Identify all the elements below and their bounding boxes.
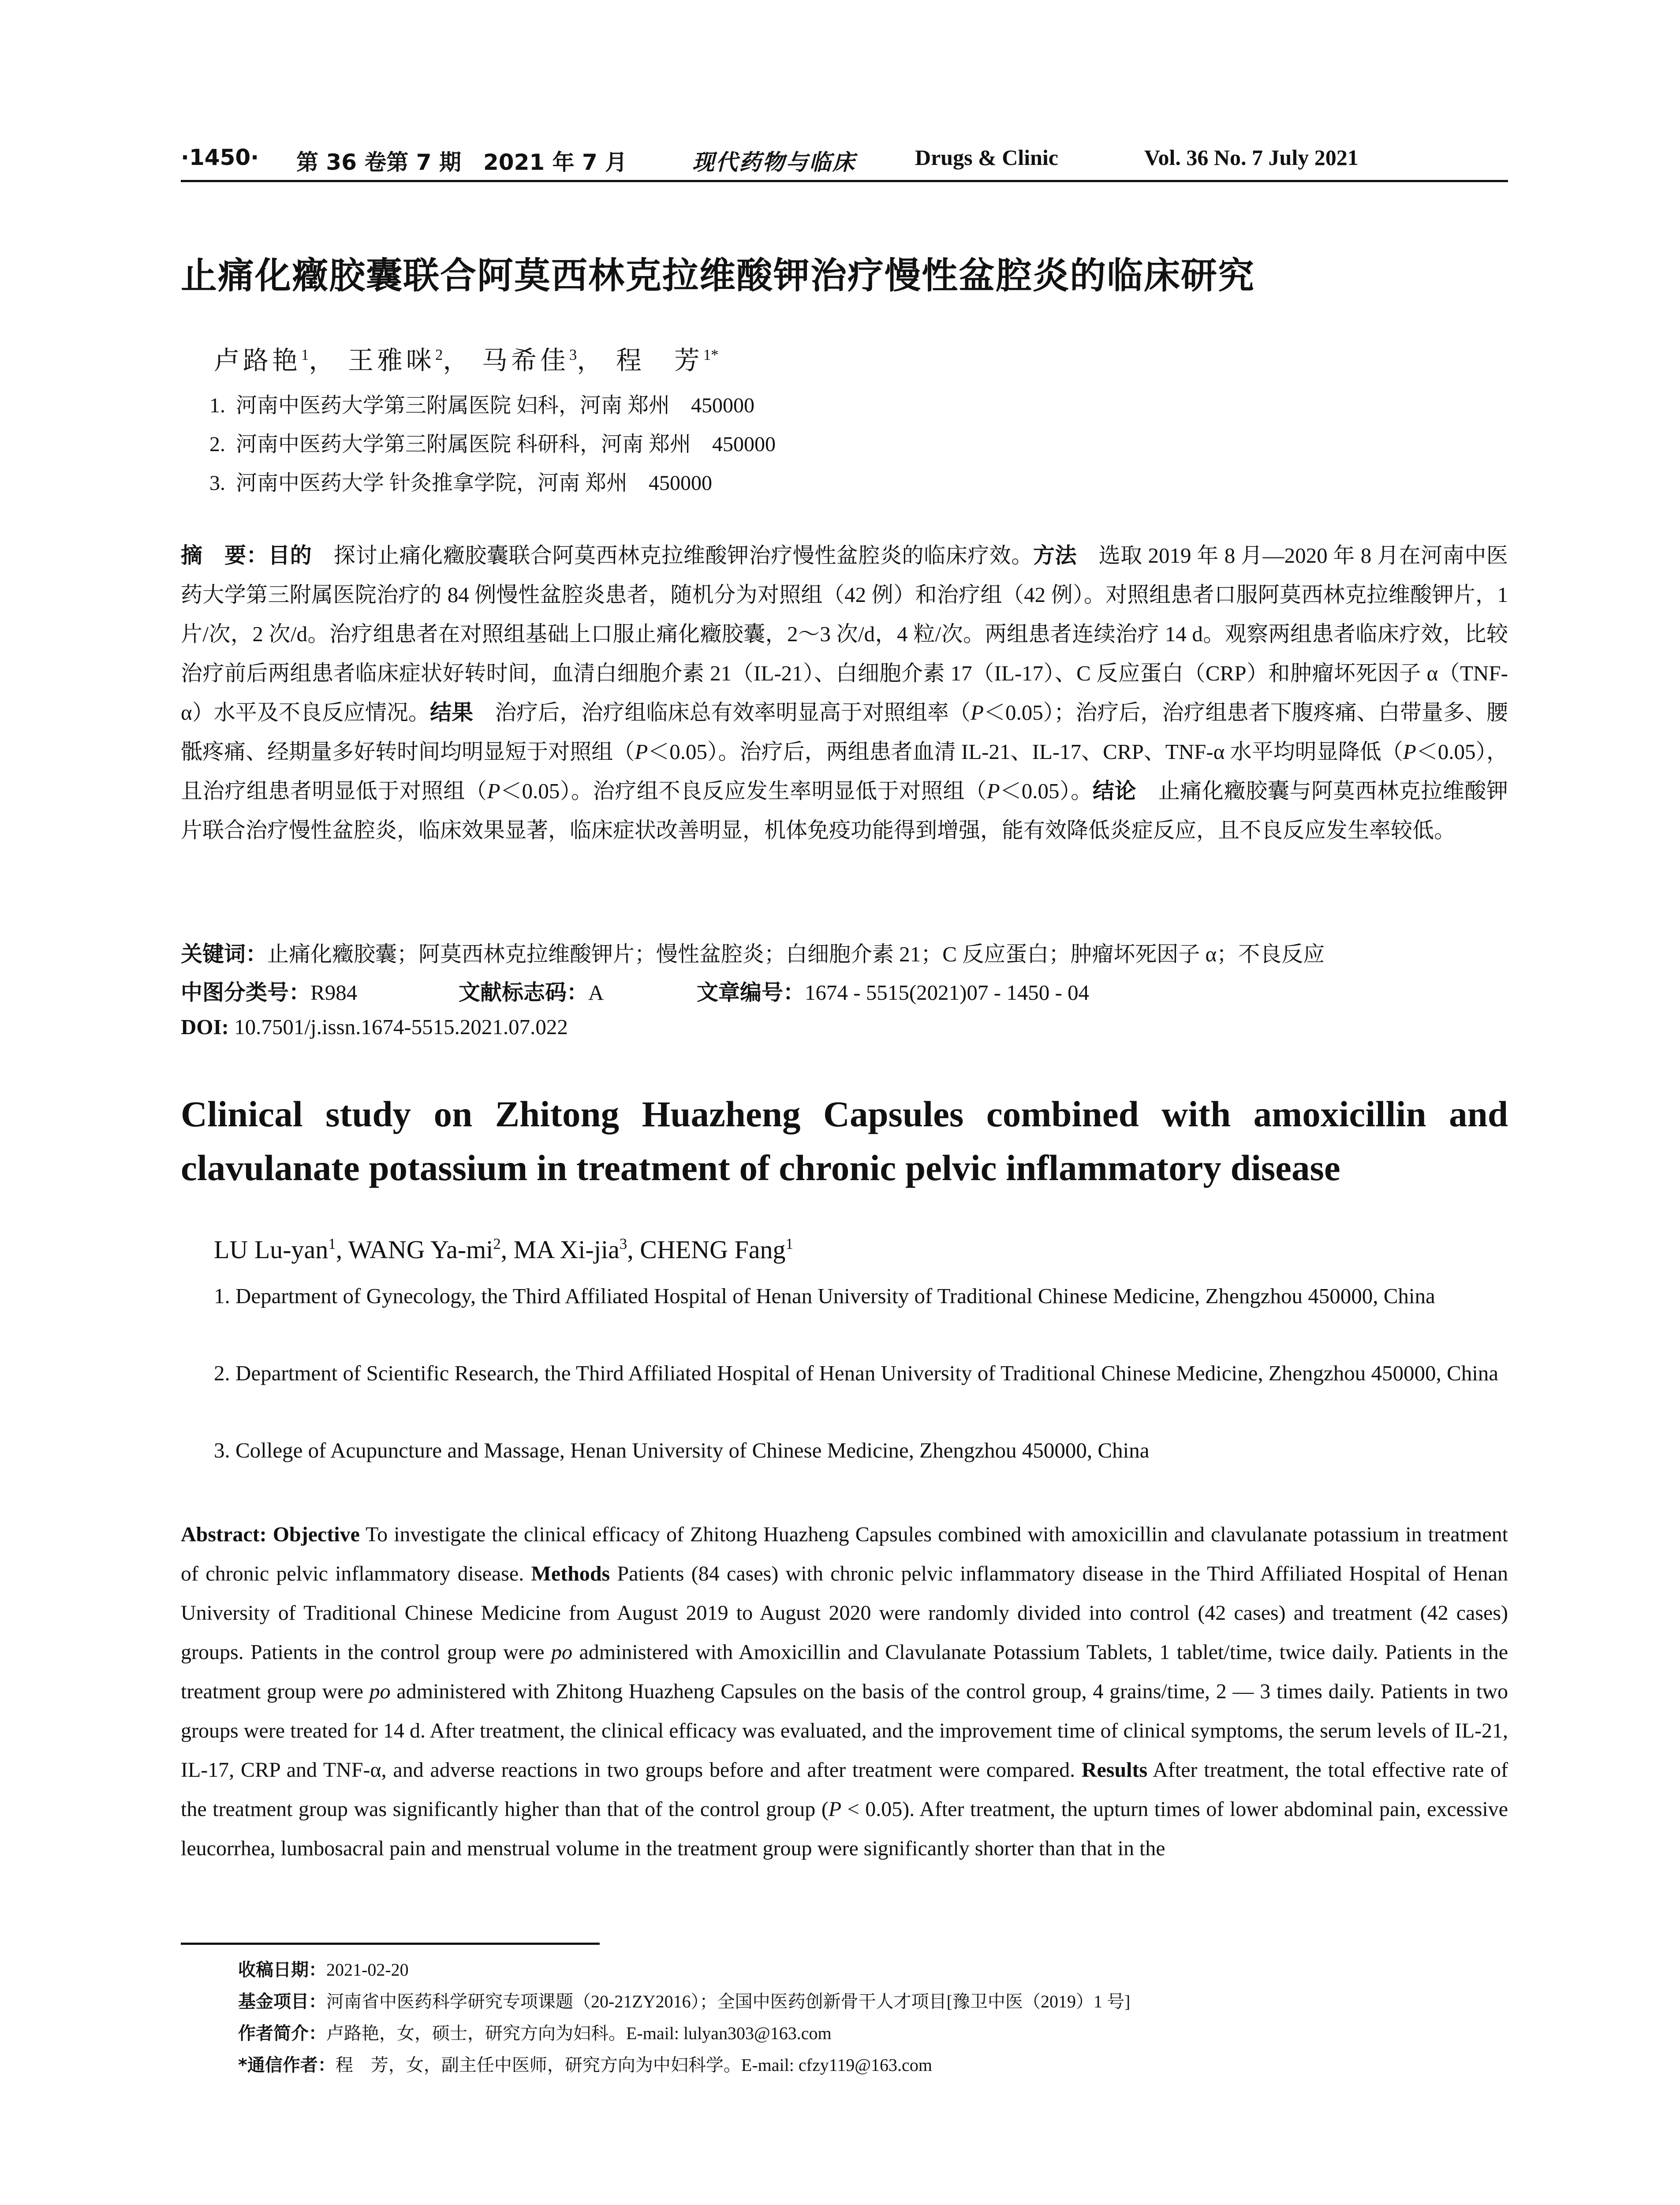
p-value-symbol: P — [1403, 740, 1416, 764]
results-text: ＜0.05）。治疗组不良反应发生率明显低于对照组（ — [500, 779, 987, 803]
affiliation-text: 河南中医药大学第三附属医院 科研科，河南 郑州 450000 — [236, 433, 776, 456]
affiliation-en: 2. Department of Scientific Research, the Third Affiliated Hospital of Henan University of Traditional Chinese Medicine, Zhengzhou 450000, China — [214, 1361, 1499, 1385]
volume-issue-en: Vol. 36 No. 7 July 2021 — [1144, 145, 1359, 170]
author-separator: , — [627, 1235, 640, 1264]
author-name: MA Xi-jia — [513, 1235, 620, 1264]
results-text: 治疗后，治疗组临床总有效率明显高于对照组率（ — [473, 700, 971, 725]
author-separator: , — [336, 1235, 348, 1264]
footnote-funding — [238, 1988, 1130, 2013]
results-text: ＜0.05），且治疗组患者明显低于对照组（ — [181, 740, 1508, 803]
keywords-cn — [181, 937, 1325, 968]
article-title-en: Clinical study on Zhitong Huazheng Capsules combined with amoxicillin and clavulanate potassium in treatment of chronic pelvic inflammatory disease — [181, 1094, 1508, 1188]
affiliation-en: 3. College of Acupuncture and Massage, Henan University of Chinese Medicine, Zhengzhou 450000, China — [214, 1438, 1150, 1462]
footnote-received — [238, 1956, 409, 1981]
abstract-label: Abstract: — [181, 1523, 267, 1546]
po-abbrev: po — [551, 1641, 573, 1664]
p-value-symbol: P — [971, 700, 984, 725]
author-separator: , — [500, 1235, 514, 1264]
doi-line — [181, 1014, 568, 1039]
document-code — [459, 975, 604, 1006]
volume-issue-cn: 第 36 卷第 7 期 2021 年 7 月 — [296, 149, 627, 175]
journal-name-en: Drugs & Clinic — [915, 145, 1058, 170]
article-number — [697, 975, 1089, 1006]
footnote-author-bio — [238, 2019, 832, 2044]
p-value-symbol: P — [635, 740, 648, 764]
abstract-cn — [181, 536, 1508, 850]
conclusion-label: 结论 — [1092, 778, 1137, 804]
affiliation-text: 河南中医药大学 针灸推拿学院，河南 郑州 450000 — [236, 471, 713, 495]
doc-code-value: A — [588, 980, 604, 1005]
clc-value: R984 — [310, 980, 358, 1005]
footnote-corresponding-author — [238, 2051, 932, 2076]
author-list-en — [214, 1235, 793, 1264]
objective-label: Objective — [273, 1523, 360, 1546]
affiliation-cn — [209, 427, 776, 457]
methods-label: Methods — [531, 1562, 610, 1585]
footnote-text: 2021-02-20 — [326, 1960, 409, 1980]
results-text: ＜0.05）。 — [1000, 779, 1093, 803]
author-separator: ， — [443, 346, 472, 375]
affiliation-number: 1. — [209, 394, 225, 417]
author-affiliation-mark: 1 — [328, 1235, 336, 1253]
running-header — [181, 140, 1508, 182]
author-separator: ， — [577, 346, 606, 375]
conclusion-text: 止痛化癥胶囊与阿莫西林克拉维酸钾片联合治疗慢性盆腔炎，临床效果显著，临床症状改善明显，机体免疫功能得到增强，能有效降低炎症反应，且不良反应发生率较低。 — [181, 779, 1508, 842]
author-affiliation-mark: 2 — [493, 1235, 501, 1253]
results-label: Results — [1081, 1758, 1148, 1782]
affiliation-number: 2. — [209, 433, 225, 456]
author-affiliation-mark: 1* — [703, 346, 719, 364]
author-affiliation-mark: 1 — [301, 346, 309, 364]
footnote-text: 河南省中医药科学研究专项课题（20-21ZY2016）；全国中医药创新骨干人才项目[豫卫中医（2019）1 号] — [326, 1992, 1131, 2011]
author-affiliation-mark: 2 — [435, 346, 443, 364]
author-name: 程 芳 — [616, 346, 703, 375]
objective-text: To investigate the clinical efficacy of Zhitong Huazheng Capsules combined with amoxicillin and clavulanate potassium in treatment of chronic pelvic inflammatory disease. — [181, 1523, 1508, 1585]
footnote-text: 卢路艳，女，硕士，研究方向为妇科。E-mail: lulyan303@163.com — [326, 2023, 832, 2043]
footnote-label: 收稿日期： — [238, 1960, 326, 1980]
author-separator: ， — [309, 346, 338, 375]
methods-text: 选取 2019 年 8 月—2020 年 8 月在河南中医药大学第三附属医院治疗的 84 例慢性盆腔炎患者，随机分为对照组（42 例）和治疗组（42 例）。对照组患者口服阿莫西林克拉维酸钾片，1 片/次，2 次/d。治疗组患者在对照组基础上口服止痛化癥胶囊，2～3 次/d，4 粒/次。两组患者连续治疗 14 d。观察两组患者临床疗效，比较治疗前后两组患者临床症状好转时间，血清白细胞介素 21（IL-21）、白细胞介素 17（IL-17）、C 反应蛋白（CRP）和肿瘤坏死因子 α（TNF-α）水平及不良反应情况。 — [181, 543, 1508, 725]
article-no-value: 1674 - 5515(2021)07 - 1450 - 04 — [805, 980, 1090, 1005]
results-text: After treatment, the total effective rate of the treatment group was significantly higher than that of the control group ( — [181, 1758, 1508, 1821]
footnote-label: 基金项目： — [238, 1992, 326, 2012]
keywords-label: 关键词： — [181, 942, 268, 967]
methods-text: administered with Amoxicillin and Clavulanate Potassium Tablets, 1 tablet/time, twice daily. Patients in the treatment group were — [181, 1641, 1508, 1703]
footnote-label: 作者简介： — [238, 2023, 326, 2044]
po-abbrev: po — [369, 1680, 391, 1703]
affiliation-cn — [209, 388, 754, 419]
footnote-divider — [181, 1943, 600, 1945]
affiliation-cn — [209, 466, 712, 496]
results-text: ＜0.05）；治疗后，治疗组患者下腹疼痛、白带量多、腰骶疼痛、经期量多好转时间均明显短于对照组（ — [181, 700, 1508, 764]
p-value-symbol: P — [828, 1798, 842, 1821]
doi-value: 10.7501/j.issn.1674-5515.2021.07.022 — [228, 1015, 568, 1039]
footnote-text: 程 芳，女，副主任中医师，研究方向为中妇科学。E-mail: cfzy119@163.com — [335, 2055, 932, 2075]
results-text: < 0.05). After treatment, the upturn times of lower abdominal pain, excessive leucorrhea, lumbosacral pain and menstrual volume in the treatment group were significantly shorter than that in the — [181, 1798, 1508, 1860]
journal-name-cn: 现代药物与临床 — [692, 149, 856, 175]
author-affiliation-mark: 3 — [569, 346, 577, 364]
clc-label: 中图分类号： — [181, 980, 311, 1005]
p-value-symbol: P — [986, 779, 1000, 803]
author-affiliation-mark: 1 — [785, 1235, 793, 1253]
article-no-label: 文章编号： — [697, 980, 805, 1005]
author-affiliation-mark: 3 — [619, 1235, 627, 1253]
methods-text: Patients (84 cases) with chronic pelvic inflammatory disease in the Third Affiliated Hospital of Henan University of Traditional Chinese Medicine from August 2019 to August 2020 were randomly divided into control (42 cases) and treatment (42 cases) groups. Patients in the control group were — [181, 1562, 1508, 1664]
article-title-cn: 止痛化癥胶囊联合阿莫西林克拉维酸钾治疗慢性盆腔炎的临床研究 — [181, 255, 1255, 297]
author-name: CHENG Fang — [640, 1235, 786, 1264]
affiliation-number: 3. — [209, 471, 225, 495]
affiliation-text: 河南中医药大学第三附属医院 妇科，河南 郑州 450000 — [236, 394, 755, 417]
objective-label: 目的 — [268, 543, 312, 568]
author-list-cn — [214, 340, 719, 377]
author-name: 马希佳 — [482, 346, 569, 375]
author-name: WANG Ya-mi — [348, 1235, 493, 1264]
results-text: ＜0.05）。治疗后，两组患者血清 IL-21、IL-17、CRP、TNF-α 水平均明显降低（ — [648, 740, 1403, 764]
author-name: 卢路艳 — [214, 346, 302, 375]
classification-line — [181, 975, 357, 1006]
author-name: 王雅咪 — [347, 346, 435, 375]
author-name: LU Lu-yan — [214, 1235, 329, 1264]
results-label: 结果 — [430, 700, 474, 725]
methods-text: administered with Zhitong Huazheng Capsules on the basis of the control group, 4 grains/time, 2 — 3 times daily. Patients in two groups were treated for 14 d. After treatment, the clinical efficacy was evaluated, and the improvement time of clinical symptoms, the serum levels of IL-21, IL-17, CRP and TNF-α, and adverse reactions in two groups before and after treatment were compared. — [181, 1680, 1508, 1782]
keywords-text: 止痛化癥胶囊；阿莫西林克拉维酸钾片；慢性盆腔炎；白细胞介素 21；C 反应蛋白；肿瘤坏死因子 α；不良反应 — [267, 942, 1325, 966]
affiliation-en: 1. Department of Gynecology, the Third Affiliated Hospital of Henan University of Traditional Chinese Medicine, Zhengzhou 450000, China — [214, 1284, 1435, 1308]
p-value-symbol: P — [487, 779, 500, 803]
abstract-en — [181, 1515, 1508, 1868]
page-number: ·1450· — [181, 145, 259, 170]
objective-text: 探讨止痛化癥胶囊联合阿莫西林克拉维酸钾治疗慢性盆腔炎的临床疗效。 — [312, 543, 1033, 568]
doc-code-label: 文献标志码： — [459, 980, 589, 1005]
doi-label: DOI: — [181, 1015, 229, 1039]
abstract-label: 摘 要： — [181, 543, 269, 568]
footnote-label: *通信作者： — [238, 2055, 336, 2075]
methods-label: 方法 — [1033, 543, 1077, 568]
